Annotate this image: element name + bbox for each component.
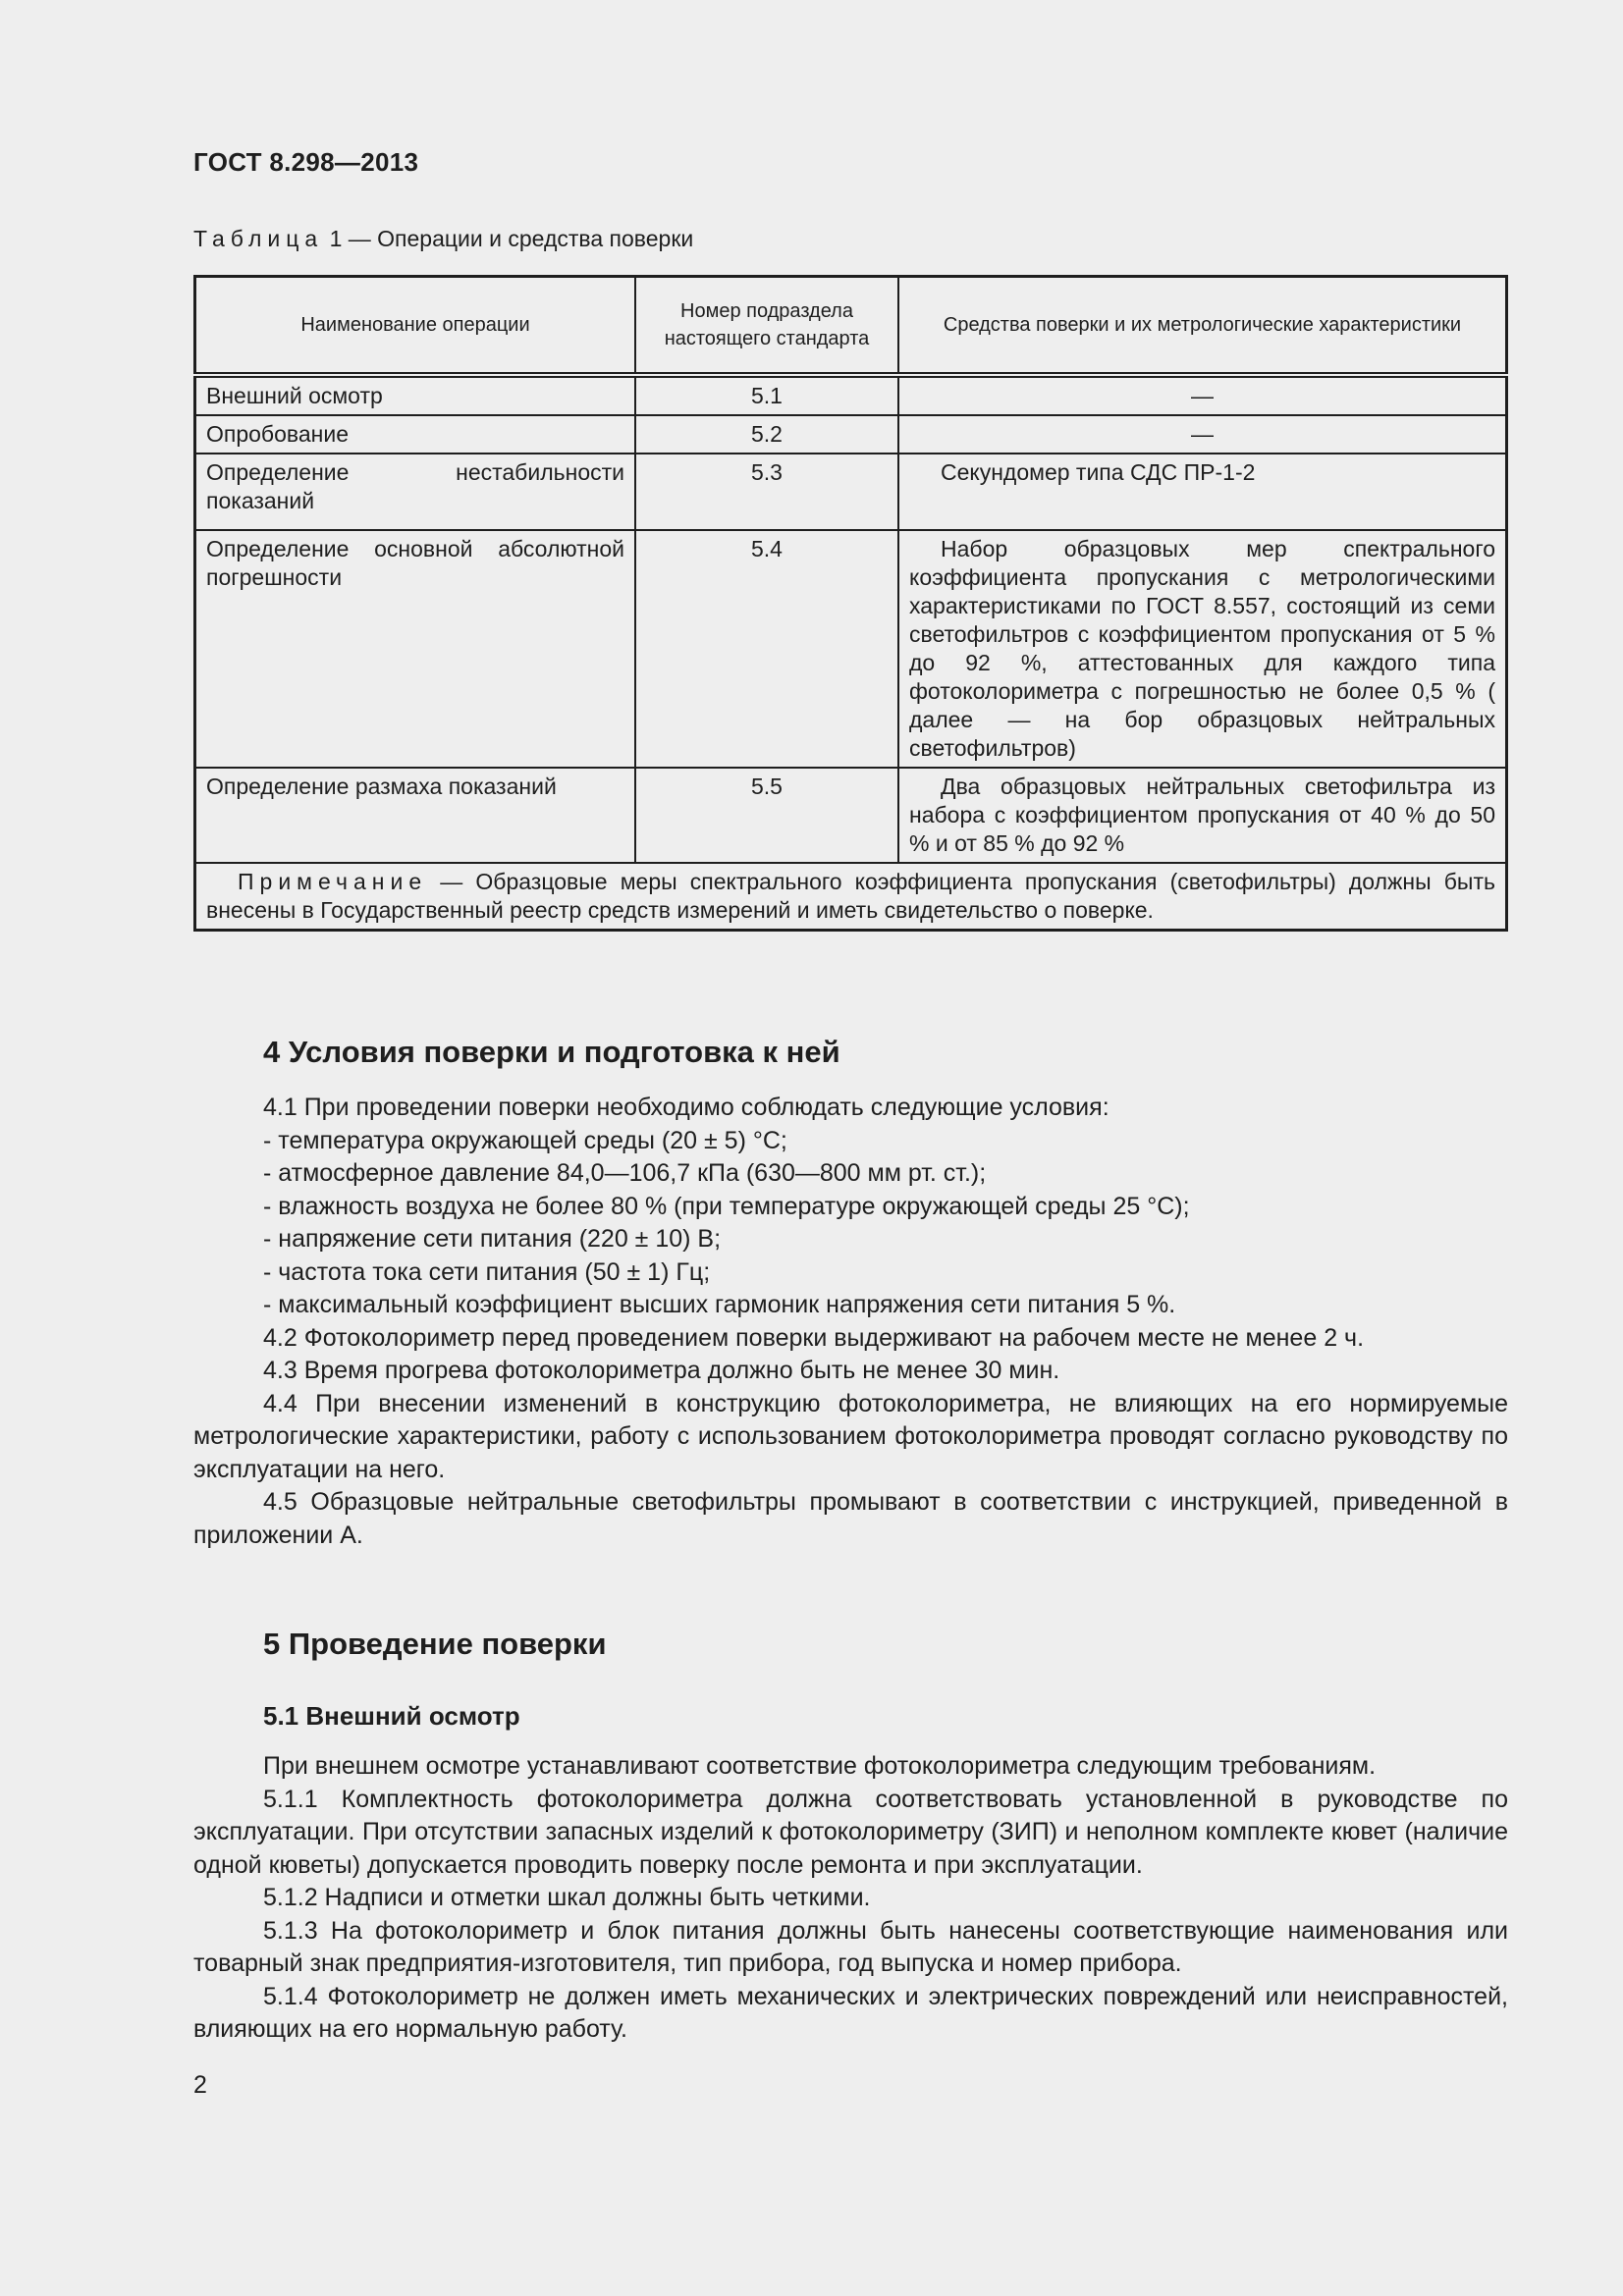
subsection-number-cell: 5.3	[635, 454, 898, 530]
table-note-text: — Образцовые меры спектрального коэффициента пропускания (светофильтры) должны быть внесены в Государственный реестр средств измерений и иметь свидетельство о поверке.	[206, 869, 1495, 923]
paragraph: 5.1.2 Надписи и отметки шкал должны быть четкими.	[263, 1884, 871, 1911]
section-4-body	[193, 1092, 1508, 1552]
table-row	[195, 375, 1507, 415]
verification-means-cell: Набор образцовых мер спектрального коэффициента пропускания с метрологическими характеристиками по ГОСТ 8.557, состоящий из семи светофильтров с коэффициентом пропускания от 5 % до 92 %, аттестованных для каждого типа фотоколориметра с погрешностью не более 0,5 % ( далее — на бор образцовых нейтральных светофильтров)	[898, 530, 1507, 768]
table-row	[195, 415, 1507, 454]
list-item: - максимальный коэффициент высших гармоник напряжения сети питания 5 %.	[263, 1291, 1176, 1318]
subsection-5-1-heading: 5.1 Внешний осмотр	[263, 1701, 520, 1731]
list-item: - температура окружающей среды (20 ± 5) °С;	[263, 1126, 787, 1154]
paragraph: 4.4 При внесении изменений в конструкцию фотоколориметра, не влияющих на его нормируемые метрологические характеристики, работу с использованием фотоколориметра проводят согласно руководству по эксплуатации на него.	[193, 1389, 1508, 1483]
paragraph: 4.5 Образцовые нейтральные светофильтры промывают в соответствии с инструкцией, приведенной в приложении А.	[193, 1488, 1508, 1549]
table-note-row	[195, 863, 1507, 931]
section-5-body	[193, 1750, 1508, 2047]
operation-name-cell: Опробование	[195, 415, 636, 454]
list-item: - частота тока сети питания (50 ± 1) Гц;	[263, 1257, 711, 1286]
page-number: 2	[193, 2071, 207, 2099]
paragraph: 4.2 Фотоколориметр перед проведением поверки выдерживают на рабочем месте не менее 2 ч.	[263, 1323, 1365, 1352]
subsection-number-cell: 5.1	[635, 375, 898, 415]
table-caption-word: Таблица	[193, 226, 324, 251]
table-caption	[193, 226, 693, 252]
verification-means-cell: Секундомер типа СДС ПР-1-2	[898, 454, 1507, 530]
paragraph: 5.1.4 Фотоколориметр не должен иметь механических и электрических повреждений или неисправностей, влияющих на его нормальную работу.	[193, 1982, 1508, 2043]
paragraph: 5.1.3 На фотоколориметр и блок питания должны быть нанесены соответствующие наименования или товарный знак предприятия-изготовителя, тип прибора, год выпуска и номер прибора.	[193, 1916, 1508, 1977]
subsection-number-cell: 5.4	[635, 530, 898, 768]
verification-means-cell: —	[898, 415, 1507, 454]
section-4-heading: 4 Условия поверки и подготовка к ней	[263, 1035, 840, 1069]
list-item: - атмосферное давление 84,0—106,7 кПа (630—800 мм рт. ст.);	[263, 1159, 987, 1187]
operations-table	[193, 275, 1508, 932]
paragraph: 5.1.1 Комплектность фотоколориметра должна соответствовать установленной в руководстве по эксплуатации. При отсутствии запасных изделий к фотоколориметру (ЗИП) и неполном комплекте кювет (наличие одной кюветы) допускается проводить поверку после ремонта и при эксплуатации.	[193, 1785, 1508, 1879]
operation-name-cell: Внешний осмотр	[195, 375, 636, 415]
section-5-heading: 5 Проведение поверки	[263, 1627, 607, 1661]
table-header-cell: Номер подраздела настоящего стандарта	[635, 277, 898, 376]
list-item: - напряжение сети питания (220 ± 10) В;	[263, 1225, 722, 1253]
operation-name-cell: Определение нестабильности показаний	[195, 454, 636, 530]
subsection-number-cell: 5.5	[635, 768, 898, 863]
table-row	[195, 768, 1507, 863]
verification-means-cell: Два образцовых нейтральных светофильтра из набора с коэффициентом пропускания от 40 % до 50 % и от 85 % до 92 %	[898, 768, 1507, 863]
table-header-cell: Наименование операции	[195, 277, 636, 376]
table-row	[195, 454, 1507, 530]
table-header-row	[195, 277, 1507, 376]
table-note-word: Примечание	[238, 869, 428, 894]
operation-name-cell: Определение размаха показаний	[195, 768, 636, 863]
table-header-cell: Средства поверки и их метрологические характеристики	[898, 277, 1507, 376]
operation-name-cell: Определение основной абсолютной погрешности	[195, 530, 636, 768]
paragraph: 4.3 Время прогрева фотоколориметра должно быть не менее 30 мин.	[263, 1357, 1060, 1384]
paragraph: При внешнем осмотре устанавливают соответствие фотоколориметра следующим требованиям.	[263, 1752, 1377, 1780]
table-caption-text: 1 — Операции и средства поверки	[323, 226, 694, 251]
table-note	[195, 863, 1507, 931]
document-header: ГОСТ 8.298—2013	[193, 147, 419, 177]
paragraph: 4.1 При проведении поверки необходимо соблюдать следующие условия:	[263, 1094, 1109, 1121]
subsection-number-cell: 5.2	[635, 415, 898, 454]
verification-means-cell: —	[898, 375, 1507, 415]
list-item: - влажность воздуха не более 80 % (при температуре окружающей среды 25 °С);	[263, 1192, 1190, 1220]
table-row	[195, 530, 1507, 768]
